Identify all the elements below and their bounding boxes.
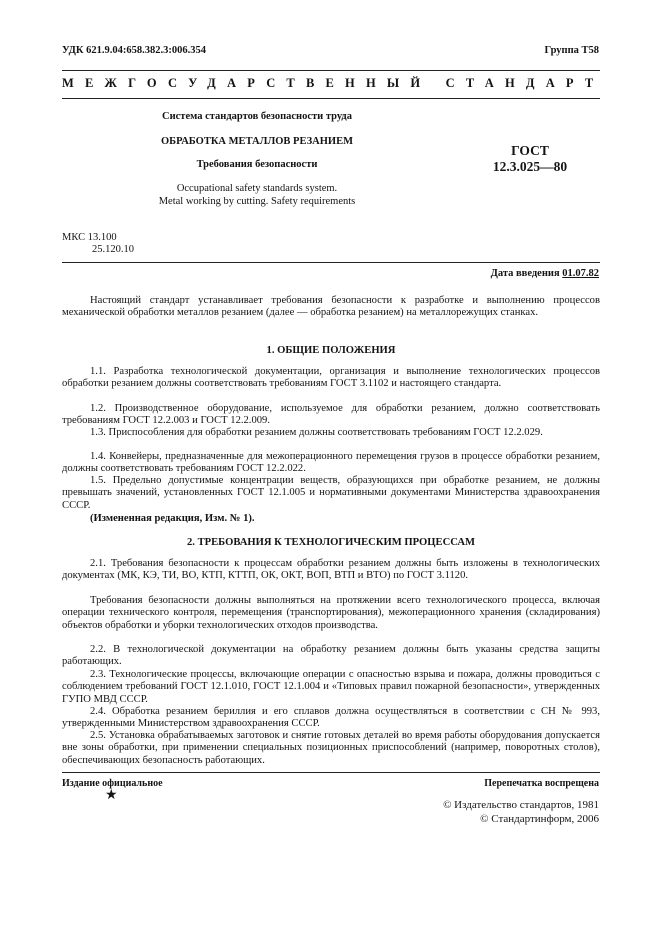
copyright-publisher: © Издательство стандартов, 1981: [443, 799, 599, 811]
official-edition: Издание официальное: [62, 778, 163, 789]
paragraph-2-2: 2.2. В технологической документации на обработку резанием должны быть указаны средства защиты работающих.: [62, 644, 600, 668]
footer-rule: [62, 772, 600, 773]
paragraph-2-4: 2.4. Обработка резанием бериллия и его сплавов должна осуществляться в соответствии с СН № 993, утвержденными Министерством здравоохранения СССР.: [62, 706, 600, 730]
mks-code-second: 25.120.10: [92, 244, 134, 255]
system-title: Система стандартов безопасности труда: [162, 111, 352, 122]
gost-number: 12.3.025—80: [492, 159, 568, 174]
english-title-line1: Occupational safety standards system.: [176, 183, 338, 194]
revision-note: (Измененная редакция, Изм. № 1).: [90, 513, 255, 524]
paragraph-2-1-continued: Требования безопасности должны выполняться на протяжении всего технологического процесса, включая операции технического контроля, перемещения (транспортирования), межоперационного хранения (складирования) объектов обработки и уборки технологических отходов производства.: [62, 595, 600, 631]
mks-code: МКС 13.100: [62, 232, 117, 243]
section2-heading: 2. ТРЕБОВАНИЯ К ТЕХНОЛОГИЧЕСКИМ ПРОЦЕССАМ: [186, 537, 476, 548]
mks-rule: [62, 262, 600, 263]
document-title: ОБРАБОТКА МЕТАЛЛОВ РЕЗАНИЕМ: [161, 136, 353, 147]
group-code: Группа Т58: [544, 45, 599, 56]
copyright-standartinform: © Стандартинформ, 2006: [480, 813, 599, 825]
introduction-date-value: 01.07.82: [562, 268, 599, 279]
paragraph-1-5: 1.5. Предельно допустимые концентрации веществ, образующихся при обработке резанием, не должны превышать значений, установленных ГОСТ 12.1.005 и нормативными документами Министерства здравоохранения СССР.: [62, 475, 600, 511]
paragraph-1-2: 1.2. Производственное оборудование, используемое для обработки резанием, должно соответствовать требованиям ГОСТ 12.2.003 и ГОСТ 12.2.009.: [62, 403, 600, 427]
paragraph-1-3: 1.3. Приспособления для обработки резанием должны соответствовать требованиям ГОСТ 12.2.029.: [90, 427, 543, 438]
introduction-date: [491, 268, 599, 279]
udk-code: УДК 621.9.04:658.382.3:006.354: [62, 45, 206, 56]
paragraph-1-4: 1.4. Конвейеры, предназначенные для межоперационного перемещения грузов в процессе обработки резанием, должны соответствовать требованиям ГОСТ 12.2.022.: [62, 451, 600, 475]
gost-label: ГОСТ: [511, 143, 549, 158]
intro-paragraph: Настоящий стандарт устанавливает требования безопасности к разработке и выполнению процессов механической обработки металлов резанием (далее — обработка резанием) на металлорежущих станках.: [62, 295, 600, 319]
reprint-prohibited: Перепечатка воспрещена: [484, 778, 599, 789]
paragraph-2-1: 2.1. Требования безопасности к процессам обработки резанием должны быть изложены в технологических документах (МК, КЭ, ТИ, ВО, КТП, КТТП, ОК, ОКТ, ВОП, ВТП и ВТО) по ГОСТ 3.1120.: [62, 558, 600, 582]
banner-title: МЕЖГОСУДАРСТВЕННЫЙ СТАНДАРТ: [62, 76, 605, 90]
paragraph-2-5: 2.5. Установка обрабатываемых заготовок и снятие готовых деталей во время работы оборудования допускается вне зоны обработки, при применении специальных позиционных приспособлений (например, поворотных столов), обеспечивающих безопасность работающих.: [62, 730, 600, 766]
header-rule-top: [62, 70, 600, 71]
document-subtitle: Требования безопасности: [196, 159, 318, 170]
section1-heading: 1. ОБЩИЕ ПОЛОЖЕНИЯ: [266, 345, 396, 356]
star-icon: ★: [105, 788, 118, 803]
introduction-date-label: Дата введения: [490, 268, 560, 279]
paragraph-2-3: 2.3. Технологические процессы, включающие операции с опасностью взрыва и пожара, должны проводиться с соблюдением требований ГОСТ 12.1.010, ГОСТ 12.1.004 и «Типовых правил пожарной безопасности», утвержденных ГУПО МВД СССР.: [62, 669, 600, 705]
paragraph-1-1: 1.1. Разработка технологической документации, организация и выполнение технологических процессов обработки резанием должны соответствовать требованиям ГОСТ 3.1102 и настоящего стандарта.: [62, 366, 600, 390]
header-rule-bottom: [62, 98, 600, 99]
english-title-line2: Metal working by cutting. Safety requirements: [158, 196, 356, 207]
